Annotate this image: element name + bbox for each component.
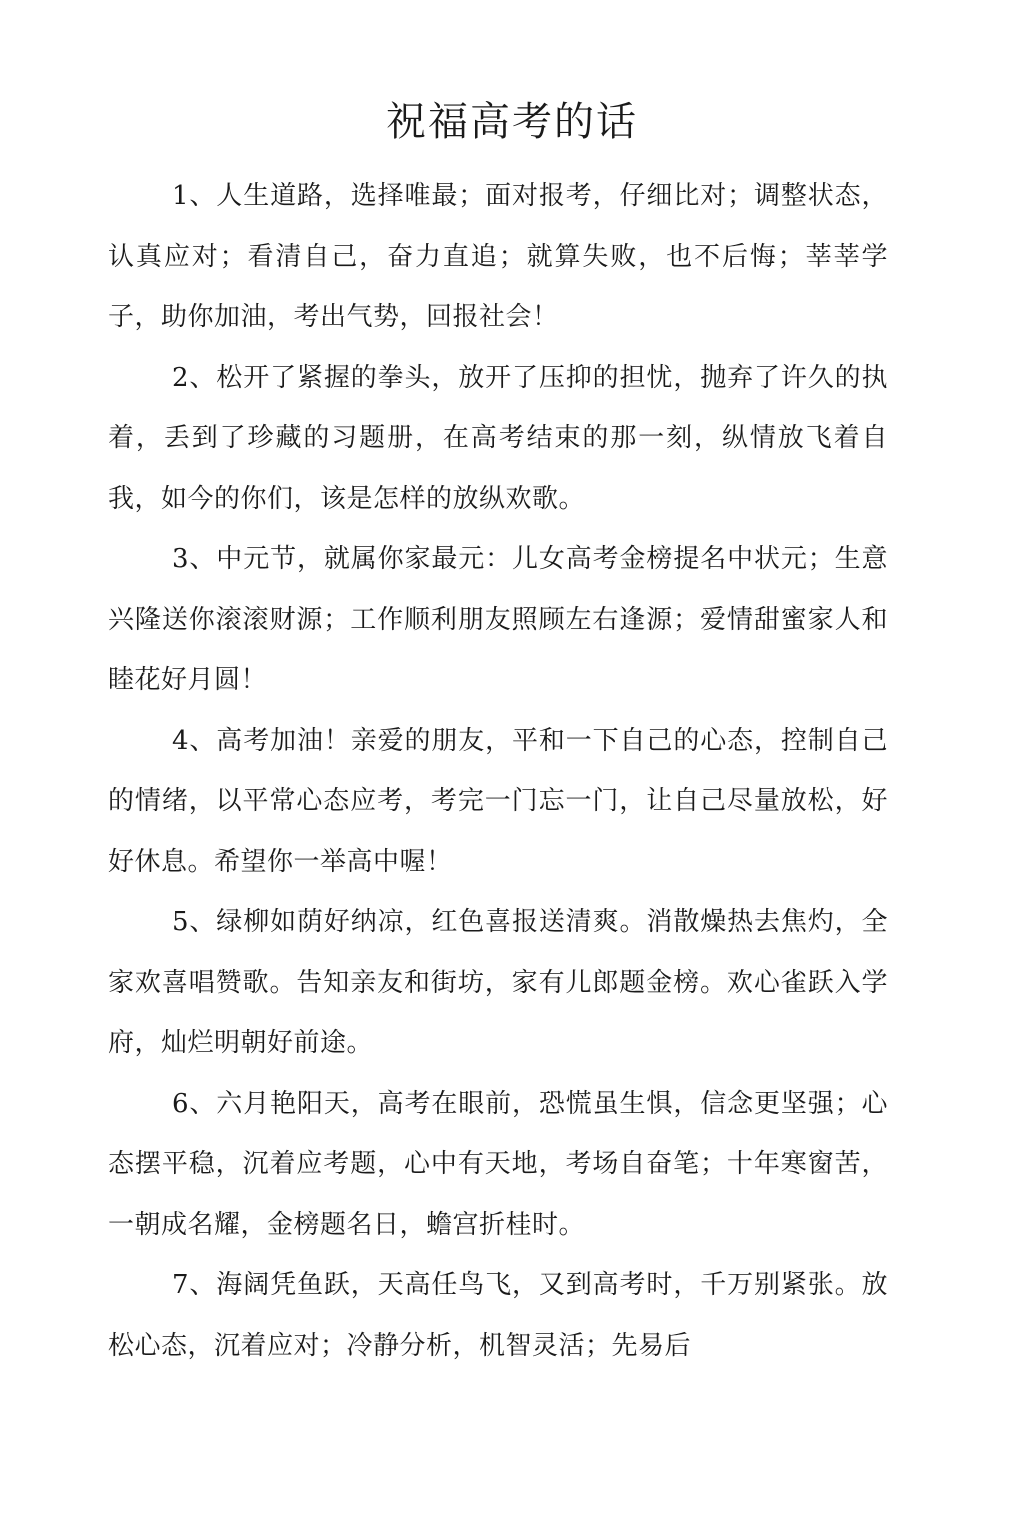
paragraph-3: 3、中元节，就属你家最元：儿女高考金榜提名中状元；生意兴隆送你滚滚财源；工作顺利朋友照顾左右逢源；爱情甜蜜家人和睦花好月圆！ bbox=[108, 544, 888, 695]
paragraph-1: 1、人生道路，选择唯最；面对报考，仔细比对；调整状态，认真应对；看清自己，奋力直追；就算失败，也不后悔；莘莘学子，助你加油，考出气势，回报社会！ bbox=[108, 181, 888, 332]
paragraph-2: 2、松开了紧握的拳头，放开了压抑的担忧，抛弃了许久的执着，丢到了珍藏的习题册，在高考结束的那一刻，纵情放飞着自我，如今的你们，该是怎样的放纵欢歌。 bbox=[108, 362, 888, 514]
paragraph-6: 6、六月艳阳天，高考在眼前，恐慌虽生惧，信念更坚强；心态摆平稳，沉着应考题，心中有天地，考场自奋笔；十年寒窗苦，一朝成名耀，金榜题名日，蟾宫折桂时。 bbox=[108, 1088, 888, 1240]
document-title: 祝福高考的话 bbox=[386, 99, 638, 145]
paragraph-7: 7、海阔凭鱼跃，天高任鸟飞，又到高考时，千万别紧张。放松心态，沉着应对；冷静分析，机智灵活；先易后 bbox=[108, 1270, 888, 1361]
document-body bbox=[108, 166, 888, 1376]
paragraph-5: 5、绿柳如荫好纳凉，红色喜报送清爽。消散燥热去焦灼，全家欢喜唱赞歌。告知亲友和街坊，家有儿郎题金榜。欢心雀跃入学府，灿烂明朝好前途。 bbox=[108, 907, 888, 1058]
paragraph-4: 4、高考加油！亲爱的朋友，平和一下自己的心态，控制自己的情绪，以平常心态应考，考完一门忘一门，让自己尽量放松，好好休息。希望你一举高中喔！ bbox=[108, 725, 888, 877]
